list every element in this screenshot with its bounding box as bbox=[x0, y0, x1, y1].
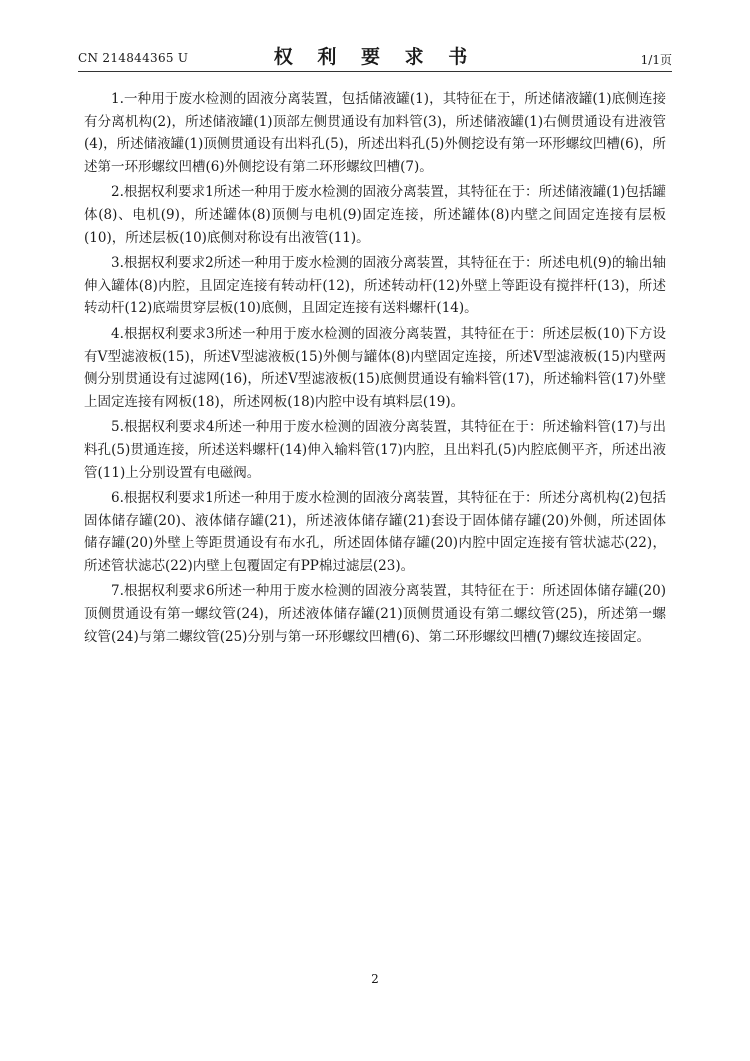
header-divider bbox=[78, 71, 672, 72]
claim-2: 2.根据权利要求1所述一种用于废水检测的固液分离装置，其特征在于：所述储液罐(1)包括罐体(8)、电机(9)，所述罐体(8)顶侧与电机(9)固定连接，所述罐体(8)内壁之间固定连接有层板(10)，所述层板(10)底侧对称设有出液管(11)。 bbox=[84, 184, 666, 246]
claim-7: 7.根据权利要求6所述一种用于废水检测的固液分离装置，其特征在于：所述固体储存罐(20)顶侧贯通设有第一螺纹管(24)，所述液体储存罐(21)顶侧贯通设有第二螺纹管(25)，所述第一螺纹管(24)与第二螺纹管(25)分别与第一环形螺纹凹槽(6)、第二环形螺纹凹槽(7)螺纹连接固定。 bbox=[84, 583, 666, 645]
document-title: 权 利 要 求 书 bbox=[273, 46, 477, 68]
page-count: 1/1页 bbox=[640, 53, 672, 67]
claim-4: 4.根据权利要求3所述一种用于废水检测的固液分离装置，其特征在于：所述层板(10)下方设有V型滤液板(15)，所述V型滤液板(15)外侧与罐体(8)内壁固定连接，所述V型滤液板(15)内壁两侧分别贯通设有过滤网(16)，所述V型滤液板(15)底侧贯通设有输料管(17)，所述输料管(17)外壁上固定连接有网板(18)，所述网板(18)内腔中设有填料层(19)。 bbox=[84, 325, 666, 410]
publication-number: CN 214844365 U bbox=[78, 51, 189, 65]
page-number: 2 bbox=[371, 972, 379, 986]
page-header bbox=[78, 40, 672, 68]
claim-1: 1.一种用于废水检测的固液分离装置，包括储液罐(1)，其特征在于，所述储液罐(1)底侧连接有分离机构(2)，所述储液罐(1)顶部左侧贯通设有加料管(3)，所述储液罐(1)右侧贯通设有进液管(4)，所述储液罐(1)顶侧贯通设有出料孔(5)，所述出料孔(5)外侧挖设有第一环形螺纹凹槽(6)，所述第一环形螺纹凹槽(6)外侧挖设有第二环形螺纹凹槽(7)。 bbox=[84, 91, 666, 175]
claim-5: 5.根据权利要求4所述一种用于废水检测的固液分离装置，其特征在于：所述输料管(17)与出料孔(5)贯通连接，所述送料螺杆(14)伸入输料管(17)内腔，且出料孔(5)内腔底侧平齐，所述出液管(11)上分别设置有电磁阀。 bbox=[84, 419, 666, 481]
claim-6: 6.根据权利要求1所述一种用于废水检测的固液分离装置，其特征在于：所述分离机构(2)包括固体储存罐(20)、液体储存罐(21)，所述液体储存罐(21)套设于固体储存罐(20)外侧，所述固体储存罐(20)外壁上等距贯通设有布水孔，所述固体储存罐(20)内腔中固定连接有管状滤芯(22)，所述管状滤芯(22)内壁上包覆固定有PP棉过滤层(23)。 bbox=[84, 490, 666, 574]
claim-3: 3.根据权利要求2所述一种用于废水检测的固液分离装置，其特征在于：所述电机(9)的输出轴伸入罐体(8)内腔，且固定连接有转动杆(12)，所述转动杆(12)外壁上等距设有搅拌杆(13)，所述转动杆(12)底端贯穿层板(10)底侧，且固定连接有送料螺杆(14)。 bbox=[84, 255, 666, 317]
claims-list bbox=[84, 88, 666, 651]
